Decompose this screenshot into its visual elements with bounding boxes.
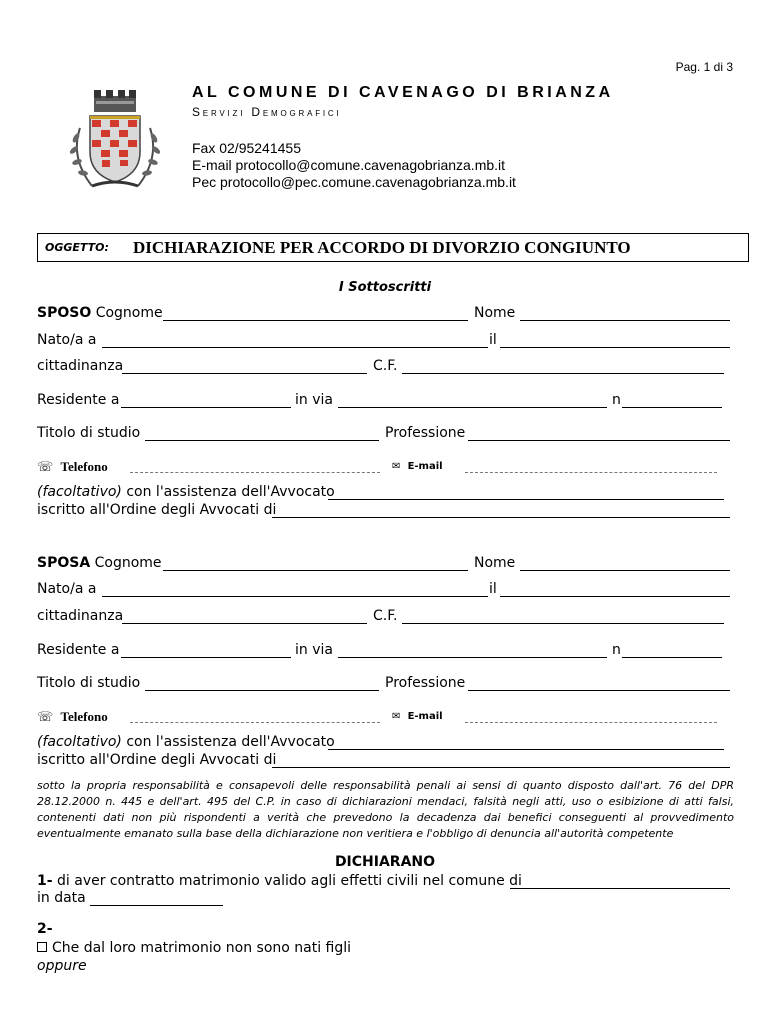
groom-education-field[interactable] xyxy=(145,440,379,441)
optional-label: (facoltativo) xyxy=(37,734,122,750)
bride-tax-code-field[interactable] xyxy=(402,623,724,624)
bar-registry-label: iscritto all'Ordine degli Avvocati di xyxy=(37,752,277,768)
birthdate-label: il xyxy=(489,581,497,597)
bride-street-field[interactable] xyxy=(338,657,607,658)
undersigned-heading: I Sottoscritti xyxy=(338,280,432,295)
marriage-date-label: in data xyxy=(37,890,86,906)
item-2-number: 2- xyxy=(37,921,53,937)
bride-birthplace-field[interactable] xyxy=(102,596,488,597)
envelope-icon: ✉ xyxy=(392,461,401,472)
no-children-checkbox[interactable] xyxy=(37,942,47,952)
subject-text: DICHIARAZIONE PER ACCORDO DI DIVORZIO CONGIUNTO xyxy=(133,238,631,257)
bride-birthdate-field[interactable] xyxy=(500,596,730,597)
citizenship-label: cittadinanza xyxy=(37,358,124,374)
education-label: Titolo di studio xyxy=(37,425,141,441)
phone-label: Telefono xyxy=(60,709,108,724)
email-label: E-mail xyxy=(407,711,443,722)
pec-address: Pec protocollo@pec.comune.cavenagobrianza.mb.it xyxy=(192,174,516,190)
telephone-icon: ☏ xyxy=(37,709,54,724)
groom-lawyer-field[interactable] xyxy=(328,499,724,500)
education-label: Titolo di studio xyxy=(37,675,141,691)
coat-of-arms-icon xyxy=(62,88,168,196)
birthplace-label: Nato/a a xyxy=(37,332,97,348)
email-label: E-mail xyxy=(407,461,443,472)
marriage-municipality-field[interactable] xyxy=(510,888,730,889)
telephone-icon: ☏ xyxy=(37,459,54,474)
phone-label: Telefono xyxy=(60,459,108,474)
groom-house-number-field[interactable] xyxy=(622,407,722,408)
name-label: Nome xyxy=(474,305,516,321)
birthplace-label: Nato/a a xyxy=(37,581,97,597)
citizenship-label: cittadinanza xyxy=(37,608,124,624)
bride-name-field[interactable] xyxy=(520,570,730,571)
house-number-label: n xyxy=(612,392,621,408)
item-1-text: di aver contratto matrimonio valido agli effetti civili nel comune di xyxy=(52,873,522,889)
department-subtitle: Servizi Demografici xyxy=(192,105,342,119)
groom-birthdate-field[interactable] xyxy=(500,347,730,348)
bride-lawyer-field[interactable] xyxy=(328,749,724,750)
bride-label: SPOSA xyxy=(37,555,91,571)
surname-label: Cognome xyxy=(94,555,162,571)
fax-number: Fax 02/95241455 xyxy=(192,140,301,156)
bride-citizenship-field[interactable] xyxy=(122,623,367,624)
house-number-label: n xyxy=(612,642,621,658)
groom-birthplace-field[interactable] xyxy=(102,347,488,348)
declaration-heading: DICHIARANO xyxy=(334,854,436,870)
groom-email-field[interactable] xyxy=(465,472,717,473)
item-1-number: 1- xyxy=(37,873,53,889)
email-address: E-mail protocollo@comune.cavenagobrianza.mb.it xyxy=(192,157,506,173)
subject-label: OGGETTO: xyxy=(45,241,109,254)
legal-statement: sotto la propria responsabilità e consapevoli delle responsabilità penali ai sensi di quanto disposto dall'art. 76 del DPR 28.12.2000 n. 445 e dell'art. 495 del C.P. in caso di dichiarazioni mendaci, falsità negli atti, uso o esibizione di atti falsi, contenenti dati non più rispondenti a verità che prevedono la decadenza dai benefici conseguenti al provvedimento eventualmente emanato sulla base della dichiarazione non veritiera e l'obbligo di denuncia all'autorità competente xyxy=(37,779,734,840)
street-label: in via xyxy=(295,642,333,658)
bride-bar-registry-field[interactable] xyxy=(272,767,730,768)
bride-phone-field[interactable] xyxy=(130,722,380,723)
groom-citizenship-field[interactable] xyxy=(122,373,367,374)
street-label: in via xyxy=(295,392,333,408)
groom-surname-field[interactable] xyxy=(163,320,468,321)
groom-profession-field[interactable] xyxy=(468,440,730,441)
bride-residence-field[interactable] xyxy=(121,657,291,658)
oppure-label: oppure xyxy=(37,958,87,974)
bar-registry-label: iscritto all'Ordine degli Avvocati di xyxy=(37,502,277,518)
bride-email-field[interactable] xyxy=(465,722,717,723)
groom-phone-field[interactable] xyxy=(130,472,380,473)
birthdate-label: il xyxy=(489,332,497,348)
name-label: Nome xyxy=(474,555,516,571)
groom-bar-registry-field[interactable] xyxy=(272,517,730,518)
groom-residence-field[interactable] xyxy=(121,407,291,408)
marriage-date-field[interactable] xyxy=(90,905,223,906)
residence-label: Residente a xyxy=(37,642,120,658)
tax-code-label: C.F. xyxy=(373,358,398,374)
bride-house-number-field[interactable] xyxy=(622,657,722,658)
no-children-label: Che dal loro matrimonio non sono nati figli xyxy=(52,940,352,956)
surname-label: Cognome xyxy=(95,305,163,321)
residence-label: Residente a xyxy=(37,392,120,408)
envelope-icon: ✉ xyxy=(392,711,401,722)
groom-label: SPOSO xyxy=(37,305,92,321)
lawyer-label: con l'assistenza dell'Avvocato xyxy=(121,484,335,500)
groom-name-field[interactable] xyxy=(520,320,730,321)
profession-label: Professione xyxy=(385,425,466,441)
profession-label: Professione xyxy=(385,675,466,691)
groom-street-field[interactable] xyxy=(338,407,607,408)
bride-education-field[interactable] xyxy=(145,690,379,691)
bride-surname-field[interactable] xyxy=(163,570,468,571)
page-number: Pag. 1 di 3 xyxy=(675,60,733,74)
lawyer-label: con l'assistenza dell'Avvocato xyxy=(121,734,335,750)
groom-tax-code-field[interactable] xyxy=(402,373,724,374)
bride-profession-field[interactable] xyxy=(468,690,730,691)
tax-code-label: C.F. xyxy=(373,608,398,624)
optional-label: (facoltativo) xyxy=(37,484,122,500)
addressee-title: AL COMUNE DI CAVENAGO DI BRIANZA xyxy=(192,84,614,101)
